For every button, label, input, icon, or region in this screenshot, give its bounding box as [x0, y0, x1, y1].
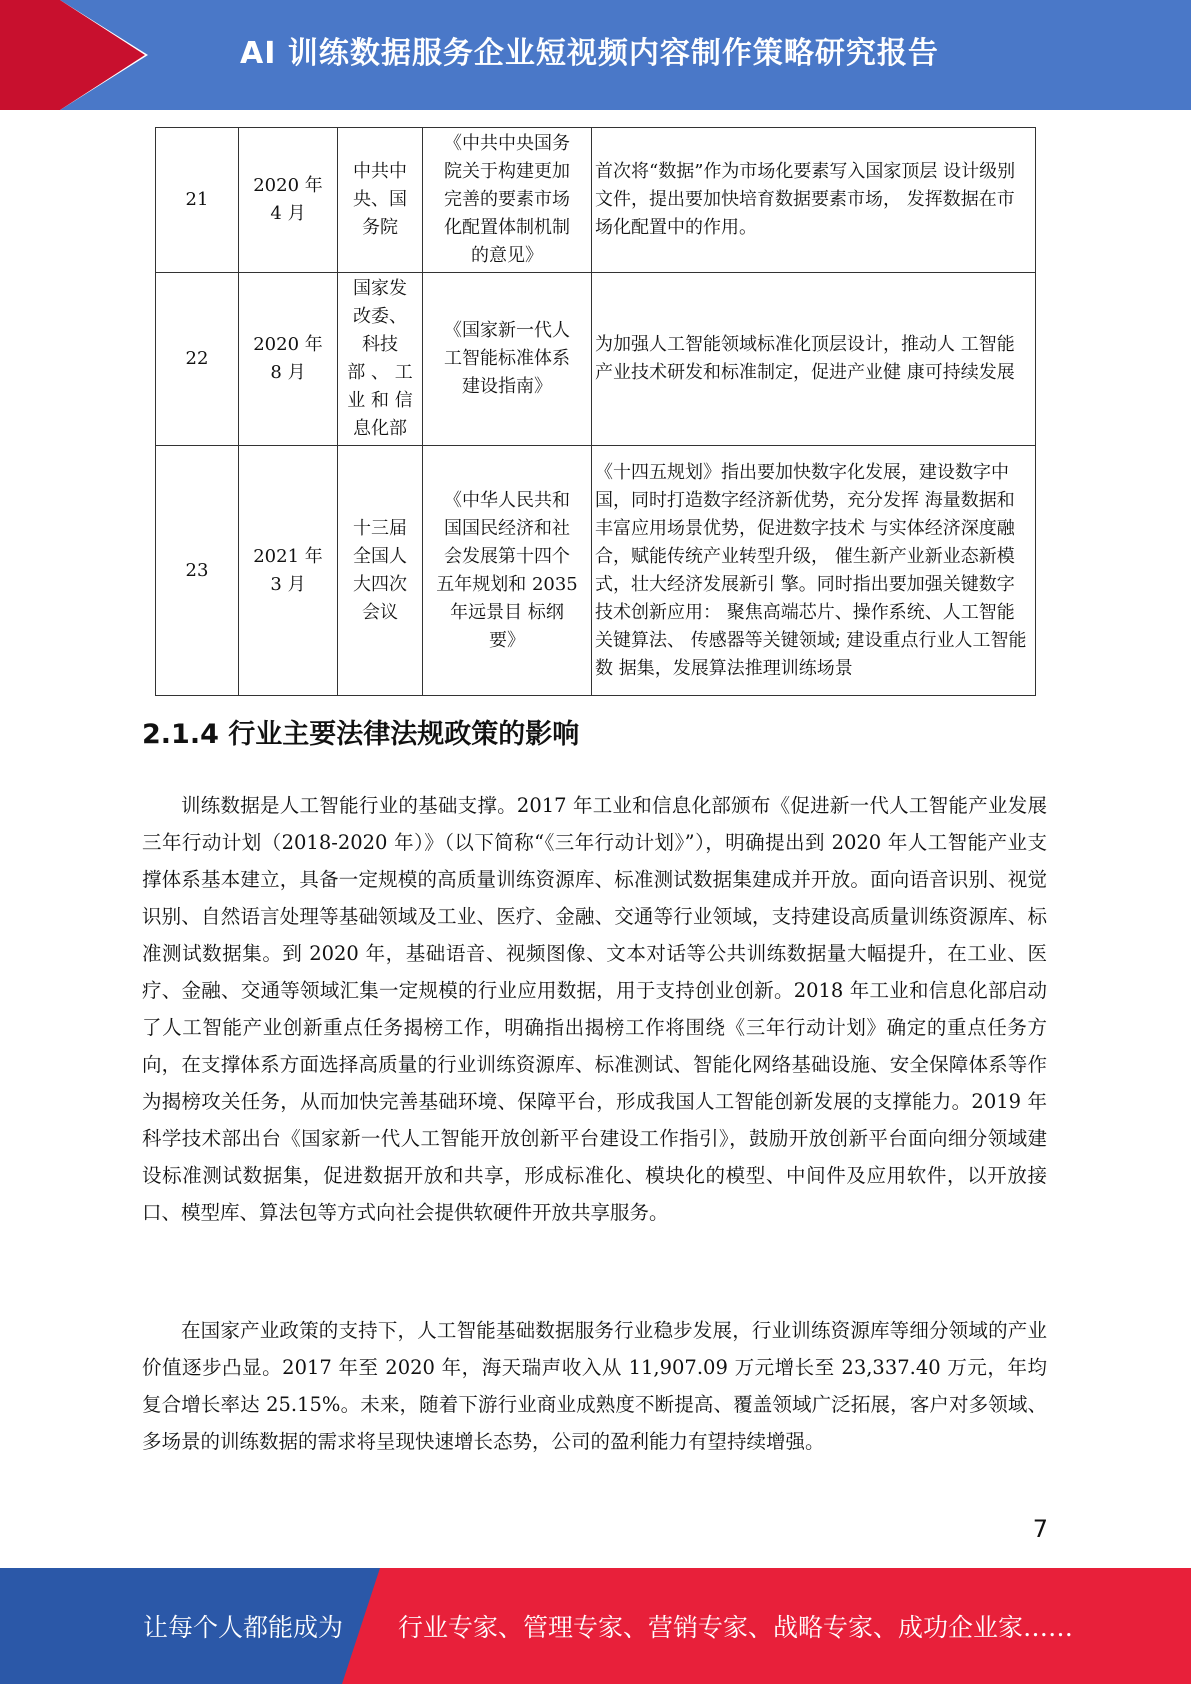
body-paragraph: 在国家产业政策的支持下，人工智能基础数据服务行业稳步发展，行业训练资源库等细分领域的产业价值逐步凸显。2017 年至 2020 年，海天瑞声收入从 11,907.09 万元增长至 23,337.40 万元，年均复合增长率达 25.15%。未来，随着下游行业商业成熟度不断提高、覆盖领域广泛拓展，客户对多领域、多场景的训练数据的需求将呈现快速增长态势，公司的盈利能力有望持续增强。 — [142, 1319, 1047, 1453]
table-row — [156, 128, 1036, 273]
org-line: 国家发 — [353, 278, 407, 299]
row-date — [239, 446, 338, 696]
doc-line: 年远景目 标纲 — [450, 601, 564, 623]
date-year: 2020 年 — [253, 334, 323, 355]
row-date — [239, 273, 338, 446]
row-organization — [338, 446, 423, 696]
row-document — [423, 446, 592, 696]
date-year: 2020 年 — [253, 175, 323, 196]
row-document — [423, 128, 592, 273]
doc-line: 院关于构建更加 — [444, 161, 570, 182]
footer-slogan-right: 行业专家、管理专家、营销专家、战略专家、成功企业家…… — [398, 1613, 1074, 1642]
doc-line: 工智能标准体系 — [444, 348, 570, 369]
org-line: 息化部 — [353, 418, 407, 439]
org-line: 全国人 — [353, 545, 407, 567]
table-row — [156, 273, 1036, 446]
org-line: 中共中 — [353, 161, 407, 182]
date-year: 2021 年 — [253, 545, 323, 567]
row-number: 23 — [156, 446, 239, 696]
section-heading: 2.1.4 行业主要法律法规政策的影响 — [142, 719, 580, 750]
row-number: 22 — [156, 273, 239, 446]
doc-line: 会发展第十四个 — [444, 545, 570, 567]
org-line: 会议 — [362, 601, 398, 623]
date-month: 8 月 — [270, 362, 306, 383]
footer-slogan-left: 让每个人都能成为 — [143, 1613, 344, 1642]
header-red-block — [0, 0, 60, 110]
row-description: 为加强人工智能领域标准化顶层设计，推动人 工智能产业技术研发和标准制定，促进产业健 康可持续发展 — [592, 273, 1036, 446]
doc-line: 国国民经济和社 — [444, 517, 570, 539]
doc-line: 化配置体制机制 — [444, 217, 570, 238]
org-line: 大四次 — [353, 573, 407, 595]
footer-banner — [0, 1568, 1191, 1684]
doc-line: 《国家新一代人 — [444, 320, 570, 341]
row-description: 首次将“数据”作为市场化要素写入国家顶层 设计级别文件，提出要加快培育数据要素市场， 发挥数据在市场化配置中的作用。 — [592, 128, 1036, 273]
doc-line: 《中共中央国务 — [444, 133, 570, 154]
doc-line: 五年规划和 2035 — [436, 573, 578, 595]
row-organization — [338, 273, 423, 446]
org-line: 业 和 信 — [347, 390, 413, 411]
org-line: 十三届 — [353, 517, 407, 539]
page-number: 7 — [1032, 1515, 1048, 1543]
row-date — [239, 128, 338, 273]
doc-line: 的意见》 — [471, 245, 543, 266]
header-chevron-red — [60, 0, 145, 110]
doc-line: 《中华人民共和 — [444, 489, 570, 511]
org-line: 部 、 工 — [347, 362, 413, 383]
row-organization — [338, 128, 423, 273]
doc-line: 要》 — [489, 629, 525, 651]
row-number: 21 — [156, 128, 239, 273]
policy-table — [155, 127, 1036, 696]
body-paragraph: 训练数据是人工智能行业的基础支撑。2017 年工业和信息化部颁布《促进新一代人工智能产业发展三年行动计划（2018-2020 年）》（以下简称“《三年行动计划》”），明确提出到 2020 年人工智能产业支撑体系基本建立，具备一定规模的高质量训练资源库、标准测试数据集建成并开放。面向语音识别、视觉识别、自然语言处理等基础领域及工业、医疗、金融、交通等行业领域，支持建设高质量训练资源库、标准测试数据集。到 2020 年，基础语音、视频图像、文本对话等公共训练数据量大幅提升，在工业、医疗、金融、交通等领域汇集一定规模的行业应用数据，用于支持创业创新。2018 年工业和信息化部启动了人工智能产业创新重点任务揭榜工作，明确指出揭榜工作将围绕《三年行动计划》确定的重点任务方向，在支撑体系方面选择高质量的行业训练资源库、标准测试、智能化网络基础设施、安全保障体系等作为揭榜攻关任务，从而加快完善基础环境、保障平台，形成我国人工智能创新发展的支撑能力。2019 年科学技术部出台《国家新一代人工智能开放创新平台建设工作指引》，鼓励开放创新平台面向细分领域建设标准测试数据集，促进数据开放和共享，形成标准化、模块化的模型、中间件及应用软件，以开放接口、模型库、算法包等方式向社会提供软硬件开放共享服务。 — [142, 794, 1047, 1224]
doc-line: 完善的要素市场 — [444, 189, 570, 210]
date-month: 4 月 — [270, 203, 306, 224]
org-line: 务院 — [362, 217, 398, 238]
table-row — [156, 446, 1036, 696]
org-line: 央、国 — [353, 189, 407, 210]
header-banner — [0, 0, 1191, 110]
row-document — [423, 273, 592, 446]
org-line: 科技 — [362, 334, 398, 355]
org-line: 改委、 — [353, 306, 407, 327]
report-title: AI 训练数据服务企业短视频内容制作策略研究报告 — [240, 36, 939, 71]
doc-line: 建设指南》 — [462, 376, 552, 397]
date-month: 3 月 — [270, 573, 306, 595]
row-description: 《十四五规划》指出要加快数字化发展，建设数字中国，同时打造数字经济新优势，充分发挥 海量数据和丰富应用场景优势，促进数字技术 与实体经济深度融合，赋能传统产业转型升级， 催生新产业新业态新模式，壮大经济发展新引 擎。同时指出要加强关键数字技术创新应用： 聚焦高端芯片、操作系统、人工智能关键算法、 传感器等关键领域; 建设重点行业人工智能数 据集，发展算法推理训练场景 — [592, 446, 1036, 696]
